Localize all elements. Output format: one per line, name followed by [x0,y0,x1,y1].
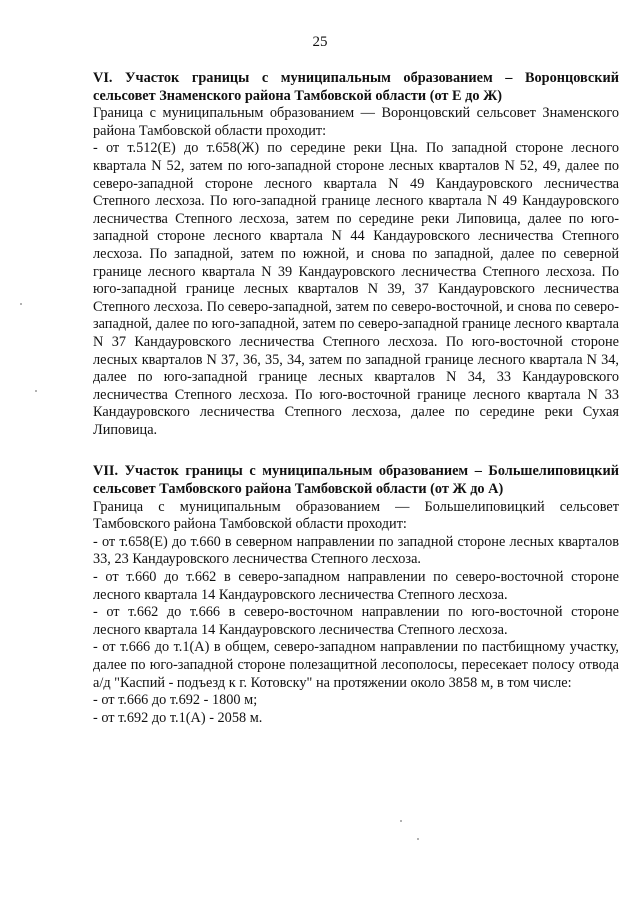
section-paragraph: - от т.692 до т.1(А) - 2058 м. [93,709,263,726]
scan-speck [35,390,37,392]
section-intro: Граница с муниципальным образованием — Воронцовский сельсовет Знаменского района Тамбовской области проходит: [93,105,619,139]
section-heading: VI. Участок границы с муниципальным образованием – Воронцовский сельсовет Знаменского района Тамбовской области (от Е до Ж) [93,70,619,104]
section-paragraph: - от т.666 до т.1(А) в общем, северо-западном направлении по пастбищному участку, далее по юго-западной стороне полезащитной лесополосы, пересекает полосу отвода а/д "Каспий - подъезд к г. Котовску" на протяжении около 3858 м, в том числе: [93,639,619,691]
scan-speck [400,820,402,822]
section-paragraph: - от т.666 до т.692 - 1800 м; [93,692,258,709]
section-paragraph: - от т.658(Е) до т.660 в северном направлении по западной стороне лесных кварталов 33, 23 Кандауровского лесничества Степного лесхоза. [93,533,619,568]
section-paragraph: - от т.660 до т.662 в северо-западном направлении по северо-восточной стороне лесного квартала 14 Кандауровского лесничества Степного лесхоза. [93,569,619,603]
section-spacer [93,439,619,463]
section-intro: Граница с муниципальным образованием — Большелиповицкий сельсовет Тамбовского района Тамбовской области проходит: [93,498,619,533]
section-paragraph: - от т.512(Е) до т.658(Ж) по середине реки Цна. По западной стороне лесного квартала N 52, затем по юго-западной стороне лесных кварталов N 52, 49, далее по северо-западной стороне лесного квартала N 49 Кандауровского лесничества Степного лесхоза. По юго-западной границе лесного квартала N 49 Кандауровского лесничества Степного лесхоза, затем по середине реки Липовица, далее по юго-западной стороне лесного квартала N 44 Кандауровского лесничества Степного лесхоза. По западной, затем по южной, и снова по западной, далее по северной границе лесного квартала N 39 Кандауровского лесничества Степного лесхоза. По юго-западной границе лесных кварталов N 39, 37 Кандауровского лесничества Степного лесхоза. По северо-западной, затем по северо-восточной, и снова по северо-западной, далее по юго-западной, затем по северо-западной границе лесного квартала N 37 Кандауровского лесничества Степного лесхоза. По юго-восточной стороне лесных кварталов N 37, 36, 35, 34, затем по западной границе лесного квартала N 34, далее по юго-западной границе лесных кварталов N 34, 33 Кандауровского лесничества Степного лесхоза. По юго-восточной границе лесного квартала N 33 Кандауровского лесничества Степного лесхоза, далее по середине реки Сухая Липовица. [93,140,619,438]
section-paragraph: - от т.662 до т.666 в северо-восточном направлении по юго-восточной стороне лесного квартала 14 Кандауровского лесничества Степного лесхоза. [93,604,619,638]
section-vii [93,463,619,727]
section-vi [93,70,619,439]
scan-speck [20,303,22,305]
scan-speck [417,838,419,840]
page-number: 25 [312,34,328,50]
document-body [93,70,619,727]
section-heading: VII. Участок границы с муниципальным образованием – Большелиповицкий сельсовет Тамбовского района Тамбовской области (от Ж до А) [93,463,619,498]
